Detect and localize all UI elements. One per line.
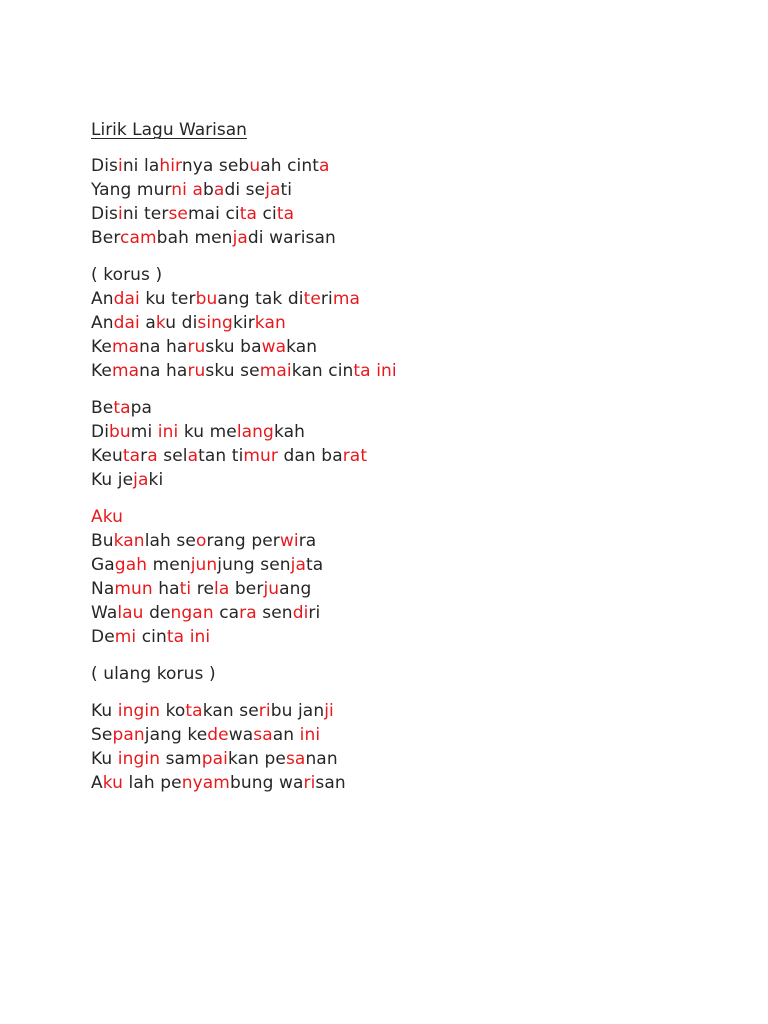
lyric-line xyxy=(91,335,731,359)
lyric-text: ta xyxy=(305,555,324,575)
highlighted-syllable: ini xyxy=(157,422,179,442)
highlighted-syllable: ta xyxy=(166,627,185,647)
highlighted-syllable: ta xyxy=(113,398,131,418)
highlighted-syllable: a xyxy=(319,156,330,176)
lyric-text: Wa xyxy=(91,603,118,623)
lyric-line xyxy=(91,444,731,468)
highlighted-syllable: ja xyxy=(133,470,149,490)
lyric-text: Ku xyxy=(91,749,118,769)
song-title: Lirik Lagu Warisan xyxy=(91,120,247,140)
lyric-text: Yang mur xyxy=(91,180,172,200)
highlighted-syllable: wa xyxy=(261,337,287,357)
lyric-text: Ber xyxy=(91,228,121,248)
highlighted-syllable: ngan xyxy=(170,603,214,623)
lyric-line xyxy=(91,625,731,649)
lyric-text: ha xyxy=(152,579,180,599)
lyric-line xyxy=(91,662,731,686)
lyric-line xyxy=(91,178,731,202)
lyric-text: Keu xyxy=(91,446,123,466)
highlighted-syllable: nyam xyxy=(181,773,230,793)
lyric-text: ko xyxy=(160,701,186,721)
highlighted-syllable: ja xyxy=(290,555,306,575)
lyric-text: bung wa xyxy=(229,773,304,793)
highlighted-syllable: se xyxy=(168,204,188,224)
highlighted-syllable: ma xyxy=(332,289,360,309)
lyric-line xyxy=(91,771,731,795)
lyric-text: Bu xyxy=(91,531,114,551)
highlighted-syllable: pai xyxy=(201,749,228,769)
lyric-text: kir xyxy=(232,313,255,333)
highlighted-syllable: ta xyxy=(239,204,258,224)
lyric-line xyxy=(91,202,731,226)
lyric-text: mi xyxy=(130,422,158,442)
lyric-text: re xyxy=(191,579,215,599)
highlighted-syllable: a xyxy=(192,180,204,200)
highlighted-syllable: cam xyxy=(120,228,157,248)
highlighted-syllable: di xyxy=(292,603,309,623)
highlighted-syllable: kan xyxy=(113,531,145,551)
lyric-text: men xyxy=(147,555,191,575)
highlighted-syllable: ma xyxy=(111,361,140,381)
stanza xyxy=(91,699,731,795)
lyric-line xyxy=(91,154,731,178)
lyric-line xyxy=(91,359,731,383)
lyric-line xyxy=(91,529,731,553)
lyric-text: kan xyxy=(286,337,318,357)
lyric-line xyxy=(91,577,731,601)
lyric-text: tan ti xyxy=(198,446,244,466)
lyric-text: ber xyxy=(229,579,264,599)
lyric-line xyxy=(91,601,731,625)
highlighted-syllable: kan xyxy=(254,313,286,333)
lyric-text: sku ba xyxy=(205,337,262,357)
highlighted-syllable: ta xyxy=(122,446,141,466)
highlighted-syllable: de xyxy=(207,725,229,745)
lyric-text: di se xyxy=(224,180,266,200)
lyric-text: Ku xyxy=(91,701,118,721)
highlighted-syllable: lau xyxy=(117,603,144,623)
lyric-text: u xyxy=(165,313,177,333)
lyric-text: lah se xyxy=(144,531,196,551)
highlighted-syllable: ta xyxy=(276,204,295,224)
lyric-line xyxy=(91,287,731,311)
lyric-text: A xyxy=(91,773,103,793)
highlighted-syllable: ku xyxy=(102,507,124,527)
highlighted-syllable: wi xyxy=(279,531,299,551)
highlighted-syllable: ini xyxy=(299,725,321,745)
stanza xyxy=(91,396,731,492)
highlighted-syllable: sa xyxy=(253,725,273,745)
lyric-text: rang per xyxy=(206,531,280,551)
lyric-text: di xyxy=(176,313,198,333)
lyric-text: ku me xyxy=(178,422,237,442)
highlighted-syllable: mi xyxy=(114,627,137,647)
lyric-text: sen xyxy=(256,603,293,623)
lyrics-body xyxy=(91,154,731,795)
lyric-text: Ke xyxy=(91,361,112,381)
stanza xyxy=(91,505,731,649)
lyrics-page xyxy=(91,118,731,808)
highlighted-syllable: ta xyxy=(353,361,371,381)
lyric-text: ku ter xyxy=(139,289,196,309)
lyric-text: b xyxy=(203,180,214,200)
lyric-text: Ke xyxy=(91,337,112,357)
lyric-line xyxy=(91,396,731,420)
lyric-text: san xyxy=(315,773,346,793)
lyric-line xyxy=(91,311,731,335)
lyric-text: wa xyxy=(228,725,254,745)
lyric-line xyxy=(91,699,731,723)
highlighted-syllable: la xyxy=(214,579,230,599)
highlighted-syllable: ini xyxy=(189,627,211,647)
lyric-text: ri xyxy=(320,289,333,309)
highlighted-syllable: mur xyxy=(243,446,279,466)
lyric-text: jang ke xyxy=(144,725,208,745)
lyric-text: Ga xyxy=(91,555,115,575)
lyric-line xyxy=(91,468,731,492)
lyric-text: Di xyxy=(91,422,110,442)
lyric-text: lah pe xyxy=(123,773,182,793)
lyric-text: kah xyxy=(273,422,305,442)
lyric-text: Be xyxy=(91,398,114,418)
stanza xyxy=(91,662,731,686)
lyric-text: jung sen xyxy=(217,555,291,575)
highlighted-syllable: ji xyxy=(324,701,334,721)
highlighted-syllable: ru xyxy=(187,337,206,357)
highlighted-syllable: ma xyxy=(111,337,140,357)
highlighted-syllable: ja xyxy=(232,228,248,248)
highlighted-syllable: ini xyxy=(376,361,397,381)
stanza xyxy=(91,154,731,250)
highlighted-syllable: bu xyxy=(109,422,131,442)
lyric-text: ca xyxy=(213,603,240,623)
lyric-text: ra xyxy=(298,531,317,551)
highlighted-syllable: A xyxy=(91,507,103,527)
lyric-line xyxy=(91,420,731,444)
lyric-text: ah cint xyxy=(260,156,320,176)
highlighted-syllable: i xyxy=(117,156,123,176)
highlighted-syllable: ingin xyxy=(117,701,161,721)
lyric-line xyxy=(91,263,731,287)
highlighted-syllable: mun xyxy=(114,579,153,599)
lyric-text: sku se xyxy=(205,361,260,381)
lyric-text: An xyxy=(91,313,114,333)
highlighted-syllable: i xyxy=(117,204,123,224)
highlighted-syllable: mai xyxy=(259,361,292,381)
highlighted-syllable: bu xyxy=(195,289,218,309)
lyric-text: dan ba xyxy=(278,446,343,466)
lyric-text: Ku je xyxy=(91,470,134,490)
lyric-line xyxy=(91,226,731,250)
lyric-text: cin xyxy=(136,627,167,647)
highlighted-syllable: sing xyxy=(197,313,233,333)
lyric-line xyxy=(91,723,731,747)
highlighted-syllable: ri xyxy=(303,773,316,793)
highlighted-syllable: dai xyxy=(113,289,140,309)
lyric-text: ti xyxy=(280,180,293,200)
lyric-text: na ha xyxy=(139,337,188,357)
highlighted-syllable: a xyxy=(187,446,199,466)
highlighted-syllable: ku xyxy=(102,773,124,793)
highlighted-syllable: rat xyxy=(342,446,368,466)
highlighted-syllable: a xyxy=(213,180,225,200)
lyric-text: bu jan xyxy=(270,701,325,721)
lyric-text: mai ci xyxy=(187,204,240,224)
lyric-text: nan xyxy=(305,749,338,769)
highlighted-syllable: ja xyxy=(265,180,281,200)
lyric-text: Na xyxy=(91,579,115,599)
highlighted-syllable: lang xyxy=(236,422,274,442)
highlighted-syllable: gah xyxy=(114,555,148,575)
stanza xyxy=(91,263,731,383)
lyric-line xyxy=(91,747,731,771)
lyric-text: De xyxy=(91,627,115,647)
lyric-text: sel xyxy=(157,446,188,466)
lyric-text: ( ulang korus ) xyxy=(91,664,216,684)
lyric-text: ci xyxy=(257,204,277,224)
highlighted-syllable: dai xyxy=(113,313,140,333)
lyric-text: ( korus ) xyxy=(91,265,163,285)
highlighted-syllable: ra xyxy=(239,603,257,623)
lyric-text: An xyxy=(91,289,114,309)
lyric-text: kan cin xyxy=(291,361,354,381)
lyric-text: an xyxy=(272,725,300,745)
highlighted-syllable: ju xyxy=(263,579,280,599)
highlighted-syllable: pan xyxy=(112,725,145,745)
lyric-text: nya seb xyxy=(181,156,250,176)
lyric-text: Dis xyxy=(91,156,118,176)
highlighted-syllable: ingin xyxy=(117,749,161,769)
highlighted-syllable: sa xyxy=(285,749,306,769)
lyric-line xyxy=(91,553,731,577)
lyric-text: r xyxy=(140,446,148,466)
highlighted-syllable: ni xyxy=(171,180,187,200)
highlighted-syllable: jun xyxy=(190,555,218,575)
lyric-text: kan se xyxy=(202,701,259,721)
lyric-text: Dis xyxy=(91,204,118,224)
lyric-text: ang tak di xyxy=(217,289,304,309)
highlighted-syllable: te xyxy=(303,289,321,309)
lyric-text: di warisan xyxy=(247,228,336,248)
lyric-text: pa xyxy=(130,398,153,418)
lyric-line xyxy=(91,505,731,529)
lyric-text: Se xyxy=(91,725,113,745)
lyric-text: ang xyxy=(279,579,312,599)
highlighted-syllable: ti xyxy=(179,579,192,599)
lyric-text: bah men xyxy=(156,228,233,248)
lyric-text: sam xyxy=(160,749,202,769)
highlighted-syllable: u xyxy=(249,156,261,176)
lyric-text: de xyxy=(143,603,171,623)
lyric-text: na ha xyxy=(139,361,188,381)
highlighted-syllable: hir xyxy=(159,156,182,176)
lyric-text: ri xyxy=(308,603,321,623)
lyric-text: ni la xyxy=(122,156,160,176)
highlighted-syllable: ta xyxy=(185,701,203,721)
lyric-text: kan pe xyxy=(227,749,286,769)
highlighted-syllable: a xyxy=(147,446,158,466)
highlighted-syllable: ru xyxy=(187,361,206,381)
highlighted-syllable: k xyxy=(155,313,166,333)
lyric-text: ki xyxy=(148,470,164,490)
highlighted-syllable: ri xyxy=(258,701,271,721)
highlighted-syllable: o xyxy=(195,531,207,551)
lyric-text: a xyxy=(139,313,156,333)
lyric-text: ni ter xyxy=(122,204,169,224)
